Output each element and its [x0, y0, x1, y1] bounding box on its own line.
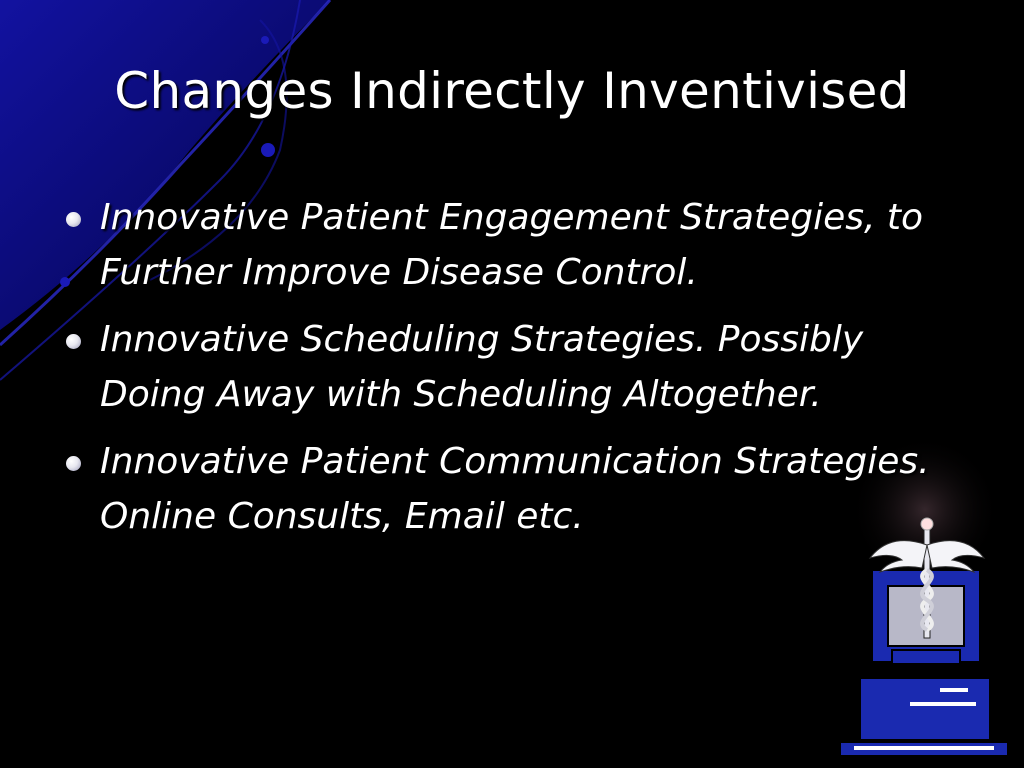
- slide-title: Changes Indirectly Inventivised: [114, 62, 910, 120]
- bullet-item: [62, 312, 942, 422]
- caduceus-computer-icon: [830, 440, 1024, 768]
- bullet-item: [62, 434, 942, 544]
- bullet-text: Innovative Patient Communication Strategies. Online Consults, Email etc.: [100, 441, 930, 537]
- bullet-text: Innovative Patient Engagement Strategies, to Further Improve Disease Control.: [100, 197, 924, 293]
- bullet-icon: [66, 456, 81, 471]
- bullet-text: Innovative Scheduling Strategies. Possibly Doing Away with Scheduling Altogether.: [100, 319, 864, 415]
- bullet-list: [62, 190, 942, 556]
- bullet-item: [62, 190, 942, 300]
- bullet-icon: [66, 334, 81, 349]
- bullet-icon: [66, 212, 81, 227]
